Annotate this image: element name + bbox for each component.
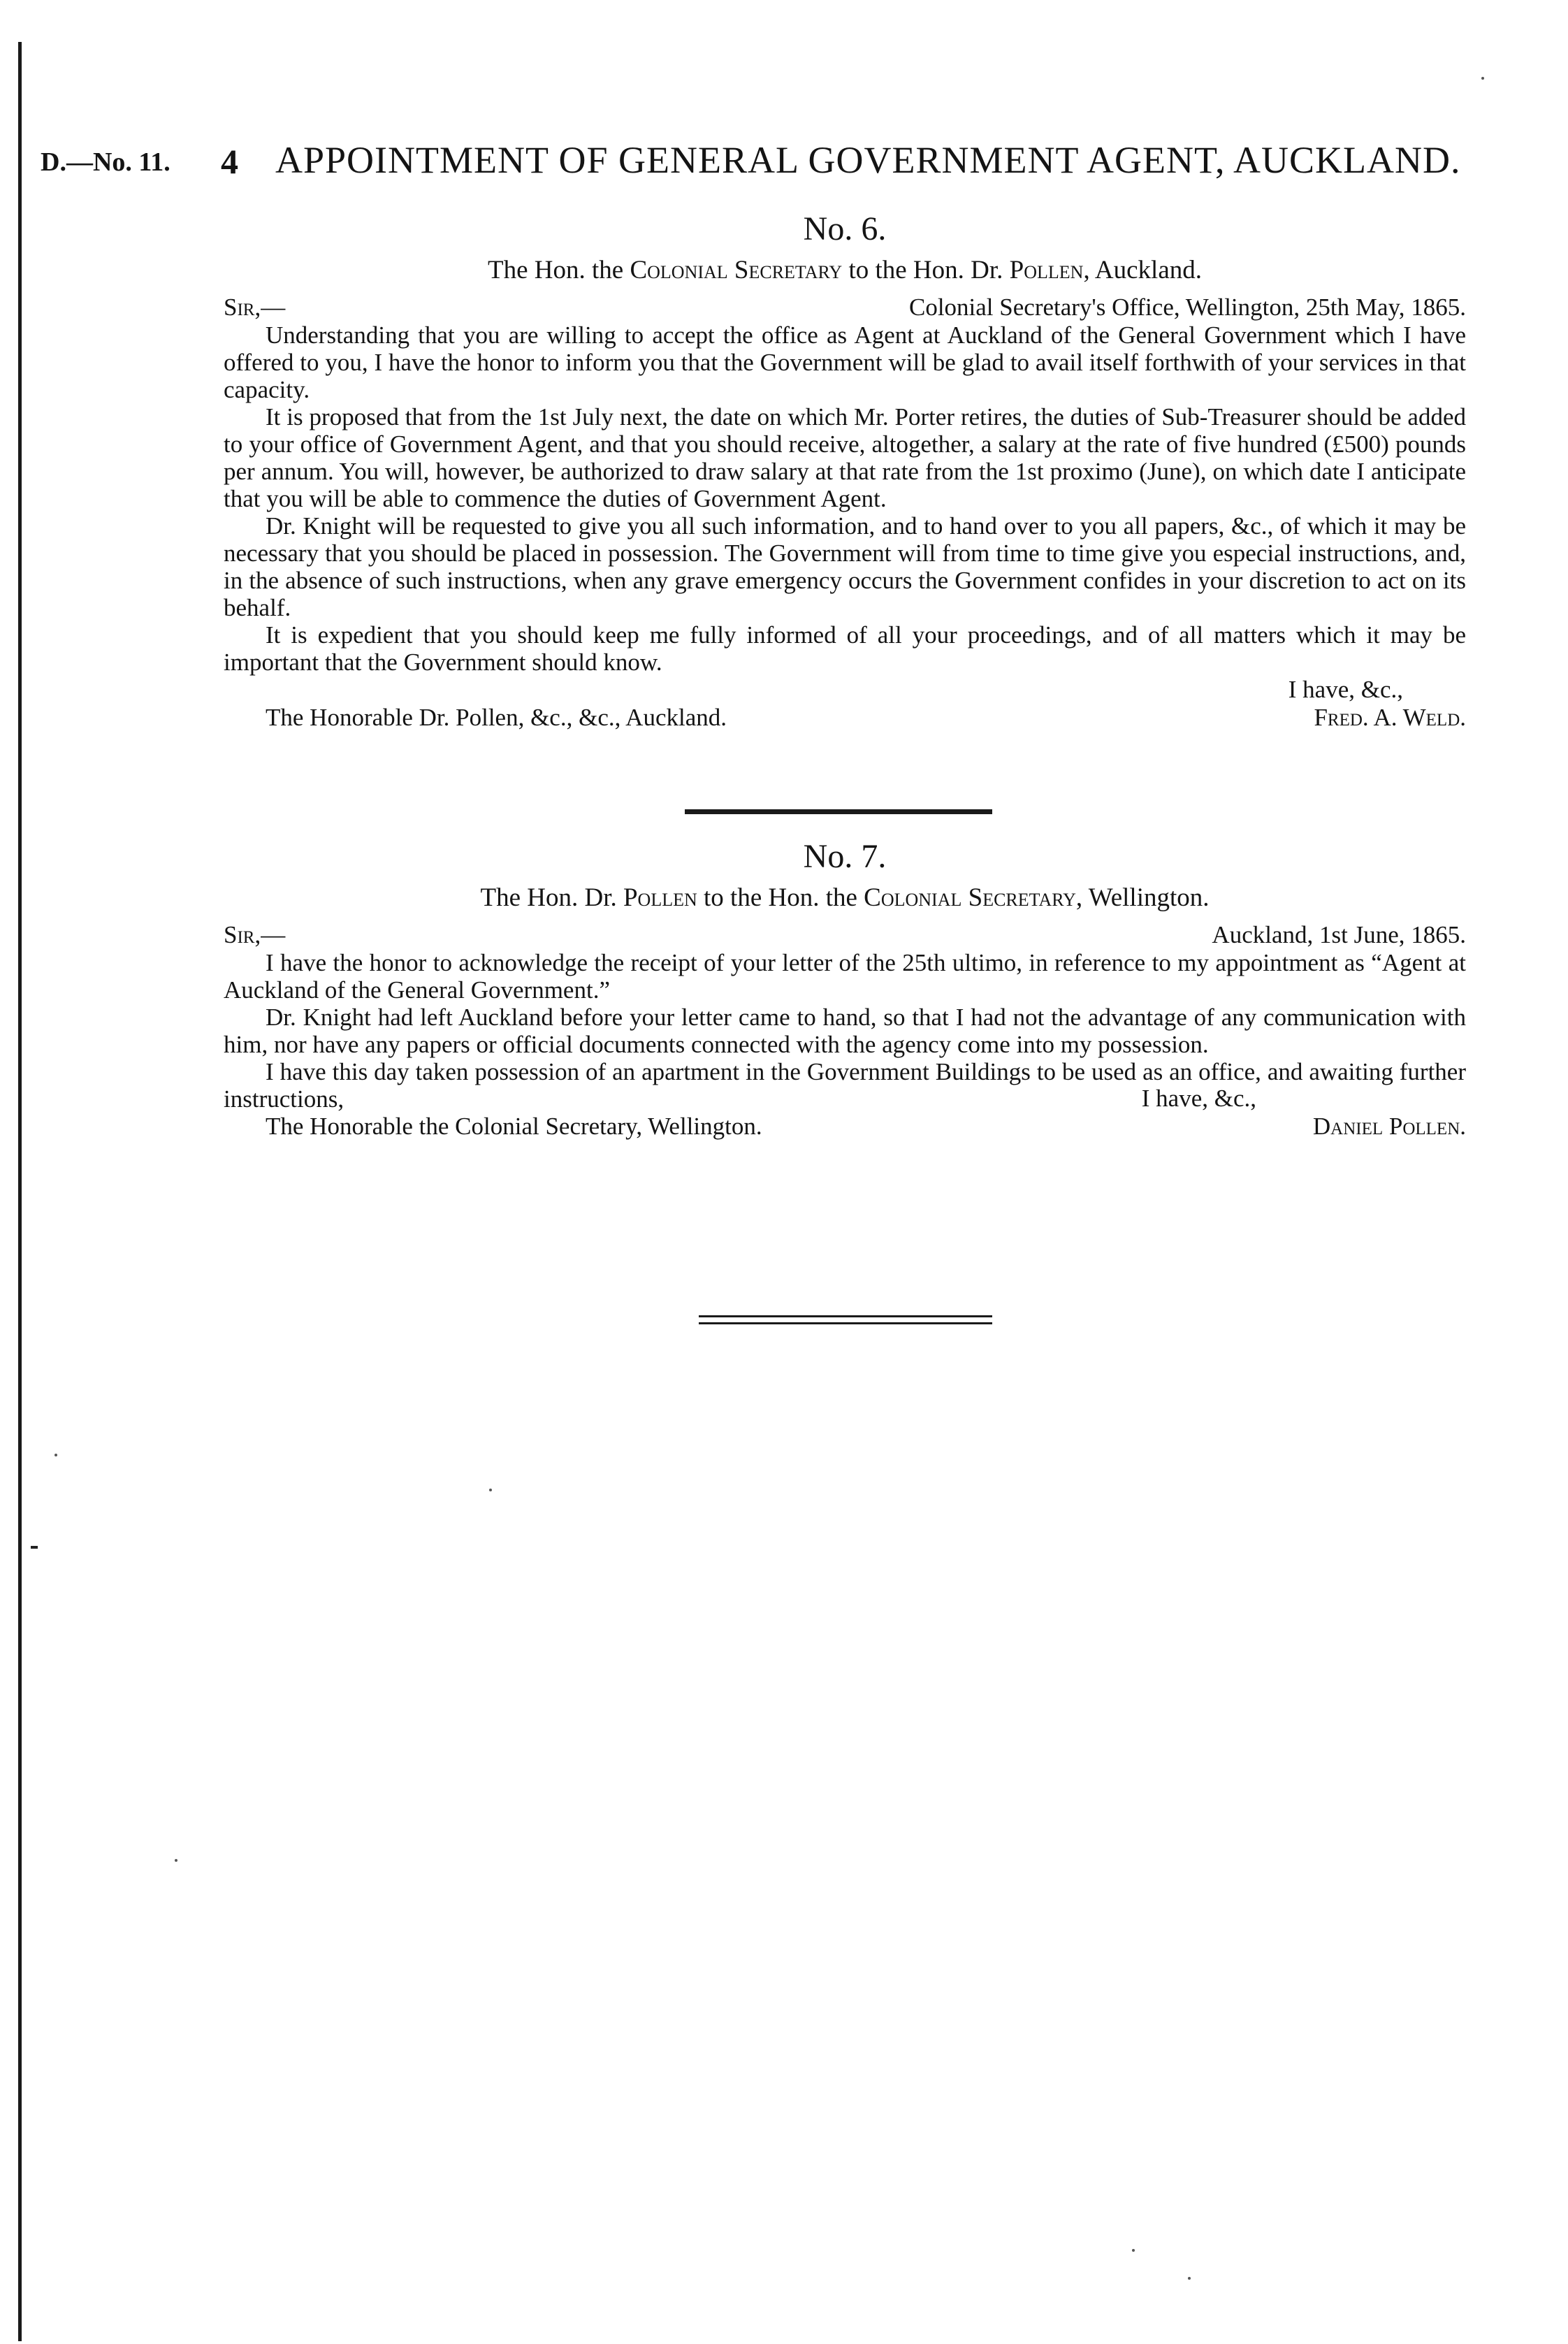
end-rule-bottom xyxy=(699,1322,992,1324)
closing-block xyxy=(224,1085,1466,1142)
address-suffix: , Auckland. xyxy=(1083,256,1202,284)
closing-block xyxy=(224,676,1466,733)
page-header xyxy=(41,137,1466,186)
speck xyxy=(55,1454,57,1456)
address-middle: to the Hon. the xyxy=(697,883,864,912)
paragraph: Dr. Knight will be requested to give you all such information, and to hand over to you all papers, &c., of which it may be necessary that you should be placed in possession. The Government will from time to time give you especial instructions, and, in the absence of such instructions, when any grave emergency occurs the Government confides in your discretion to act on its behalf. xyxy=(224,512,1466,621)
salutation-row xyxy=(224,921,1466,949)
letter-number: No. 7. xyxy=(803,838,887,875)
signature: Fred. A. Weld. xyxy=(1314,704,1466,731)
letter-address xyxy=(224,255,1466,285)
paragraph: I have this day taken possession of an apartment in the Government Buildings to be used as an office, and awaiting further instructions, xyxy=(224,1058,1466,1113)
salutation: Sir,— xyxy=(224,921,286,948)
paragraph: Dr. Knight had left Auckland before your letter came to hand, so that I had not the advantage of any communication with him, nor have any papers or official documents connected with the agency come into my possession. xyxy=(224,1004,1466,1058)
paragraph: Understanding that you are willing to accept the office as Agent at Auckland of the General Government which I have offered to you, I have the honor to inform you that the Government will be glad to avail itself forthwith of your services in that capacity. xyxy=(224,321,1466,403)
paragraph: I have the honor to acknowledge the receipt of your letter of the 25th ultimo, in reference to my appointment as “Agent at Auckland of the General Government.” xyxy=(224,949,1466,1004)
letter-address xyxy=(224,883,1466,913)
paragraph: It is expedient that you should keep me fully informed of all your proceedings, and of all matters which it may be important that the Government should know. xyxy=(224,621,1466,676)
running-title: APPOINTMENT OF GENERAL GOVERNMENT AGENT, AUCKLAND. xyxy=(275,139,1461,181)
dateline: Colonial Secretary's Office, Wellington, 25th May, 1865. xyxy=(908,294,1466,321)
dateline: Auckland, 1st June, 1865. xyxy=(1212,921,1466,948)
address-recipient: Pollen xyxy=(1009,256,1084,284)
address-prefix: The Hon. the xyxy=(488,256,630,284)
address-sender: Colonial Secretary xyxy=(630,256,843,284)
address-prefix: The Hon. Dr. xyxy=(480,883,623,912)
end-rule-top xyxy=(699,1315,992,1317)
addressee: The Honorable the Colonial Secretary, Wellington. xyxy=(266,1113,762,1140)
letter-number: No. 6. xyxy=(803,210,887,247)
speck xyxy=(1481,77,1484,80)
page-number: 4 xyxy=(221,142,238,181)
speck xyxy=(1188,2277,1191,2280)
left-margin-rule xyxy=(18,42,22,2341)
speck xyxy=(489,1489,492,1491)
closing-phrase: I have, &c., xyxy=(1141,1085,1256,1112)
addressee: The Honorable Dr. Pollen, &c., &c., Auckland. xyxy=(266,704,727,731)
address-middle: to the Hon. Dr. xyxy=(842,256,1010,284)
address-sender: Pollen xyxy=(623,883,697,912)
address-suffix: , Wellington. xyxy=(1075,883,1210,912)
speck xyxy=(175,1859,177,1862)
signature: Daniel Pollen. xyxy=(1312,1113,1466,1140)
section-divider xyxy=(685,809,992,814)
salutation: Sir,— xyxy=(224,294,286,321)
closing-phrase: I have, &c., xyxy=(1288,676,1403,703)
document-reference: D.—No. 11. xyxy=(41,147,170,177)
paragraph: It is proposed that from the 1st July next, the date on which Mr. Porter retires, the duties of Sub-Treasurer should be added to your office of Government Agent, and that you should receive, altogether, a salary at the rate of five hundred (£500) pounds per annum. You will, however, be authorized to draw salary at that rate from the 1st proximo (June), on which date I anticipate that you will be able to commence the duties of Government Agent. xyxy=(224,403,1466,512)
speck xyxy=(1132,2249,1135,2252)
letter-no-6 xyxy=(224,210,1466,733)
address-recipient: Colonial Secretary xyxy=(864,883,1076,912)
margin-mark xyxy=(31,1546,38,1549)
salutation-row xyxy=(224,294,1466,321)
letter-no-7 xyxy=(224,837,1466,1142)
